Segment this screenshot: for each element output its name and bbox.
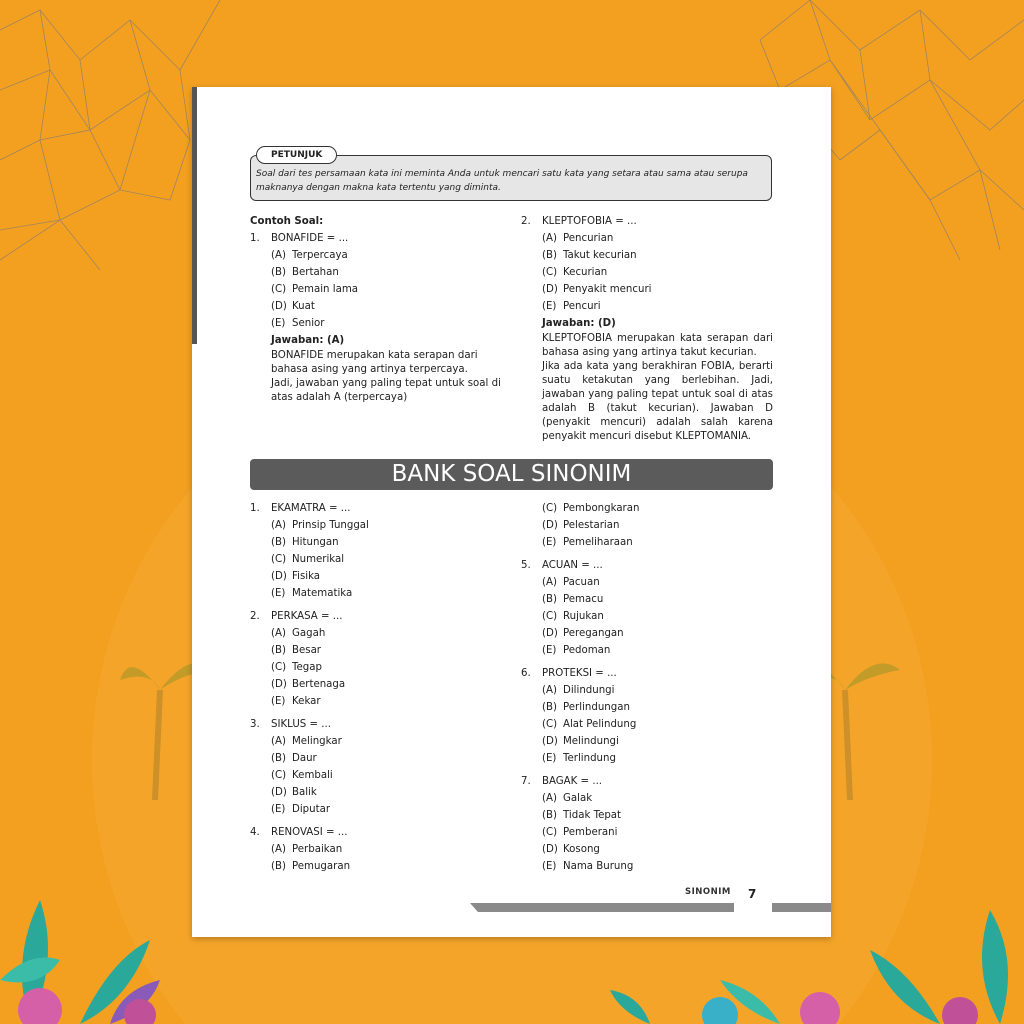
- option-item: (E) Pencuri: [542, 301, 601, 312]
- contoh-q1-options: [250, 247, 503, 405]
- option-item: (D) Balik: [271, 787, 317, 798]
- page-spine: [192, 87, 197, 344]
- option-item: (D) Pelestarian: [542, 520, 620, 531]
- option-item: (B) Pemacu: [542, 594, 604, 605]
- bank-right-column: [521, 500, 773, 875]
- option-item: (D) Penyakit mencuri: [542, 284, 652, 295]
- footer-bar-left: [470, 903, 734, 912]
- option-item: (B) Takut kecurian: [542, 250, 637, 261]
- contoh-heading: Contoh Soal:: [250, 216, 324, 227]
- option-item: (A) Pacuan: [542, 577, 600, 588]
- option-item: (B) Daur: [271, 753, 317, 764]
- option-item: (A) Terpercaya: [271, 250, 348, 261]
- question-item-continued: [521, 500, 773, 551]
- option-item: (B) Hitungan: [271, 537, 339, 548]
- option-item: (B) Bertahan: [271, 267, 339, 278]
- option-item: (C) Kecurian: [542, 267, 608, 278]
- option-item: (C) Tegap: [271, 662, 322, 673]
- option-item: (A) Pencurian: [542, 233, 614, 244]
- option-item: (D) Bertenaga: [271, 679, 346, 690]
- question-item: 2. PERKASA = ... (A) Gagah (B) Besar (C) Tegap (D) Bertenaga (E) Kekar: [250, 608, 503, 710]
- question-item: 7. BAGAK = ... (A) Galak (B) Tidak Tepat (C) Pemberani (D) Kosong (E) Nama Burung: [521, 773, 773, 875]
- contoh-q1-explanation-2: Jadi, jawaban yang paling tepat untuk soal di atas adalah A (terpercaya): [271, 378, 501, 403]
- contoh-q1-answer: Jawaban: (A): [271, 335, 345, 346]
- option-item: (E) Kekar: [271, 696, 321, 707]
- option-item: (B) Besar: [271, 645, 321, 656]
- option-item: (D) Fisika: [271, 571, 321, 582]
- option-item: (E) Diputar: [271, 804, 331, 815]
- question-item: 6. PROTEKSI = ... (A) Dilindungi (B) Perlindungan (C) Alat Pelindung (D) Melindungi (E) Terlindung: [521, 665, 773, 767]
- petunjuk-text: Soal dari tes persamaan kata ini meminta Anda untuk mencari satu kata yang setara atau sama atau serupa maknanya dengan makna kata tertentu yang diminta.: [256, 169, 748, 193]
- question-item: 4. RENOVASI = ... (A) Perbaikan (B) Pemugaran: [250, 824, 503, 875]
- option-item: (C) Pemain lama: [271, 284, 358, 295]
- option-item: (B) Perlindungan: [542, 702, 630, 713]
- option-item: (A) Dilindungi: [542, 685, 615, 696]
- option-item: (A) Prinsip Tunggal: [271, 520, 369, 531]
- option-item: (D) Kuat: [271, 301, 315, 312]
- contoh-left-column: [250, 213, 503, 405]
- contoh-q2-explanation-1: KLEPTOFOBIA merupakan kata serapan dari bahasa asing yang artinya takut kecurian.: [542, 333, 773, 358]
- option-item: (D) Peregangan: [542, 628, 624, 639]
- contoh-q2-answer: Jawaban: (D): [542, 318, 616, 329]
- contoh-q1-title: 1. BONAFIDE = ...: [250, 233, 349, 244]
- option-item: (B) Tidak Tepat: [542, 810, 622, 821]
- footer-section-label: SINONIM: [685, 887, 731, 897]
- question-item: 3. SIKLUS = ... (A) Melingkar (B) Daur (C) Kembali (D) Balik (E) Diputar: [250, 716, 503, 818]
- option-item: (B) Pemugaran: [271, 861, 351, 872]
- contoh-q1-explanation-1: BONAFIDE merupakan kata serapan dari bahasa asing yang artinya terpercaya.: [271, 350, 478, 375]
- contoh-q2-title: 2. KLEPTOFOBIA = ...: [521, 216, 637, 227]
- option-item: (E) Senior: [271, 318, 325, 329]
- option-item: (C) Numerikal: [271, 554, 345, 565]
- page-number: 7: [748, 887, 757, 901]
- footer-bar-right: [772, 903, 831, 912]
- option-item: (E) Pemeliharaan: [542, 537, 633, 548]
- option-item: (C) Rujukan: [542, 611, 604, 622]
- contoh-q2-explanation-2: Jika ada kata yang berakhiran FOBIA, berarti suatu ketakutan yang berlebihan. Jadi, jawaban yang paling tepat untuk soal di atas adalah B (takut kecurian). Jawaban D (penyakit mencuri) adalah salah karena penyakit mencuri disebut KLEPTOMANIA.: [542, 361, 773, 442]
- option-item: (E) Matematika: [271, 588, 353, 599]
- bank-soal-title: BANK SOAL SINONIM: [250, 459, 773, 490]
- book-page: [192, 87, 831, 937]
- network-lines-left-icon: [0, 0, 220, 270]
- contoh-q2-options: [521, 230, 773, 444]
- petunjuk-label: PETUNJUK: [256, 146, 337, 164]
- option-item: (A) Gagah: [271, 628, 326, 639]
- option-item: (C) Alat Pelindung: [542, 719, 637, 730]
- option-item: (E) Nama Burung: [542, 861, 634, 872]
- option-item: (A) Perbaikan: [271, 844, 343, 855]
- question-item: 5. ACUAN = ... (A) Pacuan (B) Pemacu (C) Rujukan (D) Peregangan (E) Pedoman: [521, 557, 773, 659]
- contoh-right-column: [521, 213, 773, 444]
- option-item: (E) Terlindung: [542, 753, 616, 764]
- bank-left-column: [250, 500, 503, 875]
- option-item: (C) Pemberani: [542, 827, 618, 838]
- question-item: 1. EKAMATRA = ... (A) Prinsip Tunggal (B) Hitungan (C) Numerikal (D) Fisika (E) Matematika: [250, 500, 503, 602]
- option-item: (A) Galak: [542, 793, 593, 804]
- option-item: (E) Pedoman: [542, 645, 611, 656]
- option-item: (C) Pembongkaran: [542, 503, 640, 514]
- option-item: (A) Melingkar: [271, 736, 342, 747]
- option-item: (D) Melindungi: [542, 736, 619, 747]
- option-item: (D) Kosong: [542, 844, 600, 855]
- option-item: (C) Kembali: [271, 770, 333, 781]
